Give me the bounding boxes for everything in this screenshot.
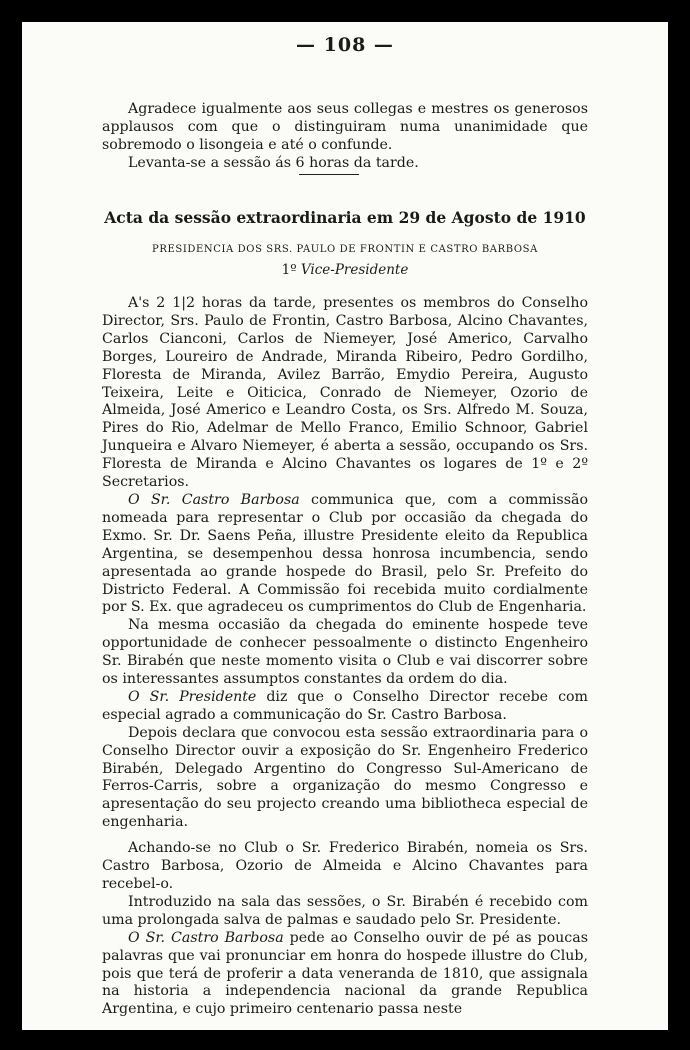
paragraph-text: diz que o Conselho Director recebe com especial agrado a communicação do Sr. Castro Barbosa. [102, 688, 589, 723]
speaker-name: O Sr. Castro Barbosa [128, 491, 300, 508]
paragraph-text: pede ao Conselho ouvir de pé as poucas palavras que vai pronunciar em honra do hospede illustre do Club, pois que terá de proferir a data veneranda de 1810, que assignala na historia a independencia nacional da grande Republica Argentina, e cujo primeiro centenario passa neste [102, 929, 588, 1018]
paragraph-introduction: Introduzido na sala das sessões, o Sr. Birabén é recebido com uma prolongada salva de palmas e saudado pelo Sr. Presidente. [102, 893, 588, 928]
vice-president-title: Vice-Presidente [300, 262, 409, 278]
vice-president-line [22, 262, 668, 278]
speaker-name: O Sr. Presidente [128, 688, 257, 705]
paragraph-convocation: Depois declara que convocou esta sessão extraordinaria para o Conselho Director ouvir a exposição do Sr. Engenheiro Frederico Birabén, Delegado Argentino do Congresso Sul-Americano de Ferros-Carris, sobre a organização do mesmo Congresso e apresentação do seu projecto creando uma bibliotheca especial de engenharia. [102, 724, 588, 831]
paragraph-reception: Achando-se no Club o Sr. Frederico Birabén, nomeia os Srs. Castro Barbosa, Ozorio de Almeida e Alcino Chavantes para recebel-o. [102, 840, 588, 892]
presidency-line: PRESIDENCIA DOS SRS. PAULO DE FRONTIN E CASTRO BARBOSA [152, 244, 538, 255]
paragraph-president [102, 689, 588, 725]
paragraph-guest: Na mesma occasião da chegada do eminente hospede teve opportunidade de conhecer pessoalmente o distincto Engenheiro Sr. Birabén que neste momento visita o Club e vai discorrer sobre os interessantes assumptos constantes da ordem do dia. [102, 617, 588, 688]
paragraph: Agradece igualmente aos seus collegas e mestres os generosos applausos com que o distinguiram numa unanimidade que sobremodo o lisongeia e até o confunde. [102, 101, 588, 153]
minutes-body [102, 295, 588, 1019]
vice-president-ordinal: 1º [281, 262, 297, 278]
paragraph: Levanta-se a sessão ás 6 horas da tarde. [128, 154, 419, 171]
document-page [22, 22, 668, 1030]
intro-text [102, 101, 588, 173]
section-divider [299, 174, 359, 175]
paragraph-attendance: A's 2 1|2 horas da tarde, presentes os membros do Conselho Director, Srs. Paulo de Frontin, Castro Barbosa, Alcino Chavantes, Carlos Cianconi, Carlos de Niemeyer, José Americo, Carvalho Borges, Loureiro de Andrade, Miranda Ribeiro, Pedro Gordilho, Floresta de Miranda, Avilez Barrão, Emydio Pereira, Augusto Teixeira, Leite e Oiticica, Conrado de Niemeyer, Ozorio de Almeida, José Americo e Leandro Costa, os Srs. Alfredo M. Souza, Pires do Rio, Adelmar de Mello Franco, Emilio Schnoor, Gabriel Junqueira e Alvaro Niemeyer, é aberta a sessão, occupando os Srs. Floresta de Miranda e Alcino Chavantes os logares de 1º e 2º Secretarios. [102, 295, 588, 491]
page-number: — 108 — [296, 34, 394, 56]
paragraph-text: communica que, com a commissão nomeada para representar o Club por occasião da chegada do Exmo. Sr. Dr. Saens Peña, illustre Presidente eleito da Republica Argentina, se desempenhou dessa honrosa incumbencia, sendo apresentada ao grande hospede do Brasil, pelo Sr. Prefeito do Districto Federal. A Commissão foi recebida muito cordialmente por S. Ex. que agradeceu os cumprimentos do Club de Engenharia. [102, 491, 588, 616]
paragraph-commission [102, 492, 588, 617]
minutes-heading: Acta da sessão extraordinaria em 29 de Agosto de 1910 [104, 208, 586, 227]
paragraph-speech [102, 930, 588, 1020]
speaker-name: O Sr. Castro Barbosa [128, 929, 284, 946]
